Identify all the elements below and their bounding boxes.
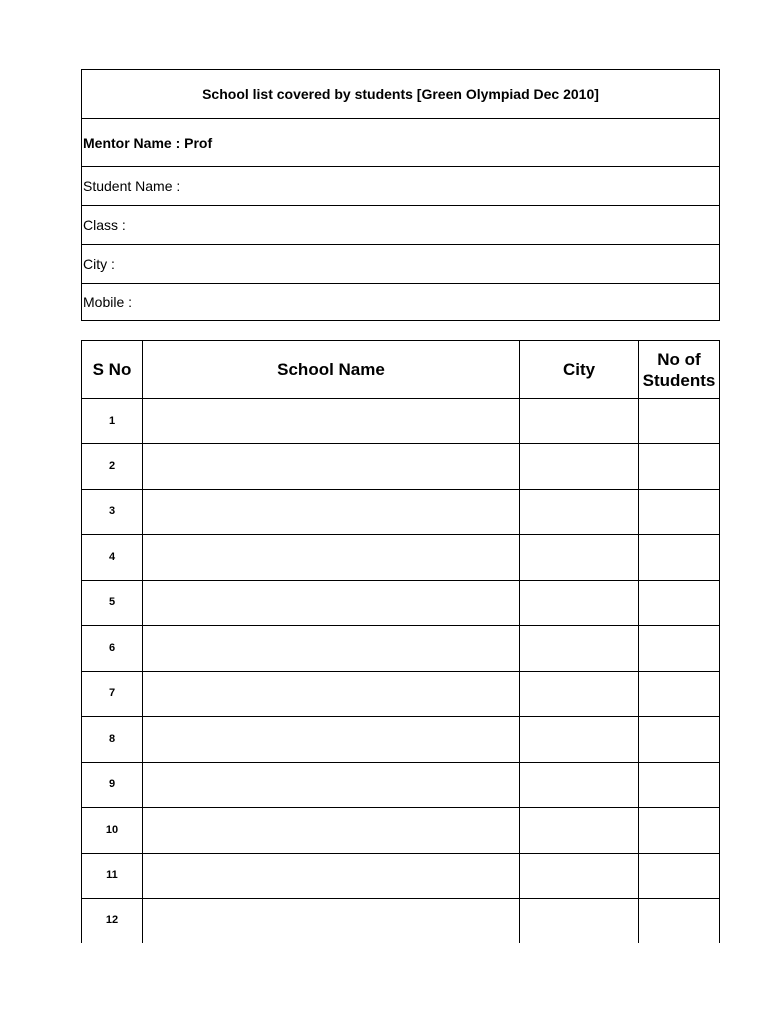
- city-label: City :: [83, 256, 115, 272]
- row-divider: [82, 489, 719, 490]
- row-number: 9: [108, 778, 116, 791]
- row-number: 2: [108, 459, 116, 472]
- class-row: [82, 206, 719, 245]
- row-divider: [82, 853, 719, 854]
- header-divider: [82, 398, 719, 399]
- school-list-table: [81, 340, 720, 943]
- city-row: [82, 245, 719, 284]
- row-number: 3: [108, 505, 116, 518]
- row-divider: [82, 671, 719, 672]
- row-divider: [82, 580, 719, 581]
- row-divider: [82, 443, 719, 444]
- class-label: Class :: [83, 217, 126, 233]
- form-info-box: [81, 69, 720, 321]
- row-number: 4: [108, 550, 116, 563]
- mobile-row: [82, 284, 719, 320]
- header-no-of-students-line1: No of: [657, 349, 701, 369]
- row-divider: [82, 534, 719, 535]
- header-sno: S No: [92, 360, 132, 379]
- form-title-row: [82, 70, 719, 119]
- header-no-of-students: [639, 341, 719, 398]
- student-name-row: [82, 167, 719, 206]
- row-number: 12: [105, 914, 119, 927]
- row-number: 11: [106, 869, 118, 881]
- row-divider: [82, 898, 719, 899]
- row-divider: [82, 762, 719, 763]
- mobile-label: Mobile :: [83, 294, 133, 310]
- row-number: 7: [108, 687, 116, 700]
- row-divider: [82, 807, 719, 808]
- header-no-of-students-line2: Students: [642, 370, 716, 390]
- row-divider: [82, 716, 719, 717]
- form-title: School list covered by students [Green Olympiad Dec 2010]: [202, 86, 599, 102]
- row-divider: [82, 625, 719, 626]
- row-number: 8: [108, 732, 116, 745]
- header-school-name: School Name: [277, 360, 385, 379]
- row-number: 10: [105, 823, 119, 836]
- row-number: 1: [108, 414, 116, 427]
- student-name-label: Student Name :: [83, 178, 181, 194]
- row-number: 5: [108, 596, 116, 609]
- mentor-name-label: Mentor Name : Prof: [83, 134, 213, 151]
- header-city: City: [562, 360, 596, 379]
- mentor-name-row: [82, 119, 719, 167]
- row-number: 6: [108, 641, 116, 654]
